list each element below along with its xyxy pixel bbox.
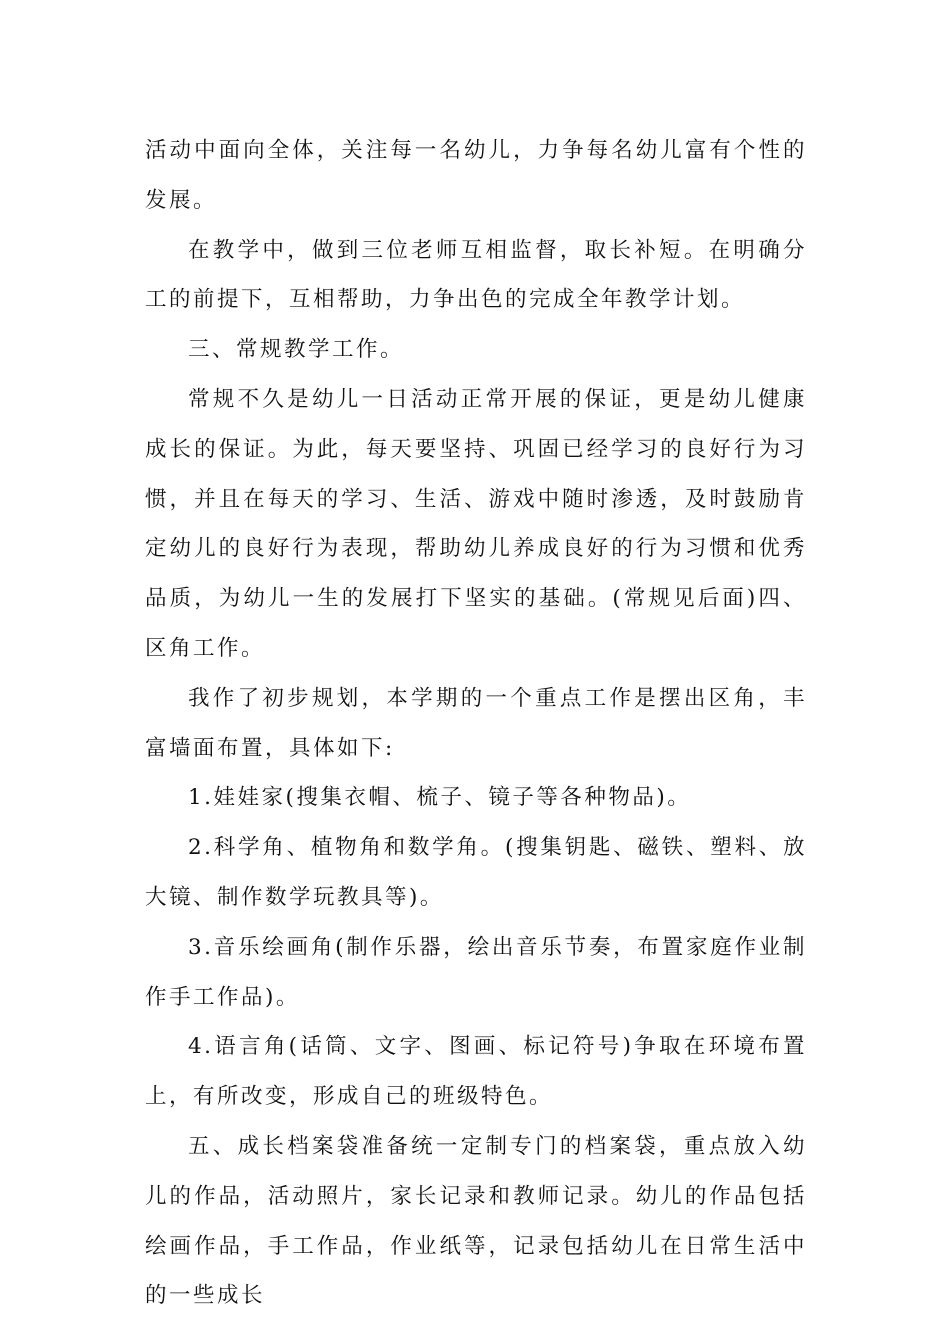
- paragraph-continuation: 活动中面向全体，关注每一名幼儿，力争每名幼儿富有个性的发展。: [145, 138, 807, 213]
- paragraph-teaching: 在教学中，做到三位老师互相监督，取长补短。在明确分工的前提下，互相帮助，力争出色的完成全年教学计划。: [145, 237, 807, 313]
- list-item-doll-house: 1.娃娃家(搜集衣帽、梳子、镜子等各种物品)。: [188, 785, 692, 811]
- paragraph-growth-portfolio: 五、成长档案袋准备统一定制专门的档案袋，重点放入幼儿的作品，活动照片，家长记录和教师记录。幼儿的作品包括绘画作品，手工作品，作业纸等，记录包括幼儿在日常生活中的一些成长: [145, 1133, 807, 1309]
- document-body: [145, 126, 807, 1321]
- paragraph-corner-plan: 我作了初步规划，本学期的一个重点工作是摆出区角，丰富墙面布置，具体如下:: [145, 685, 807, 761]
- section-heading-routine: 三、常规教学工作。: [188, 337, 405, 363]
- list-item-music-art-corner: 3.音乐绘画角(制作乐器，绘出音乐节奏，布置家庭作业制作手工作品)。: [145, 934, 807, 1010]
- list-item-language-corner: 4.语言角(话筒、文字、图画、标记符号)争取在环境布置上，有所改变，形成自己的班级特色。: [145, 1034, 807, 1110]
- paragraph-routine: 常规不久是幼儿一日活动正常开展的保证，更是幼儿健康成长的保证。为此，每天要坚持、巩固已经学习的良好行为习惯，并且在每天的学习、生活、游戏中随时渗透，及时鼓励肯定幼儿的良好行为表现，帮助幼儿养成良好的行为习惯和优秀品质，为幼儿一生的发展打下坚实的基础。(常规见后面)四、区角工作。: [145, 386, 807, 661]
- list-item-science-corner: 2.科学角、植物角和数学角。(搜集钥匙、磁铁、塑料、放大镜、制作数学玩教具等)。: [145, 835, 807, 910]
